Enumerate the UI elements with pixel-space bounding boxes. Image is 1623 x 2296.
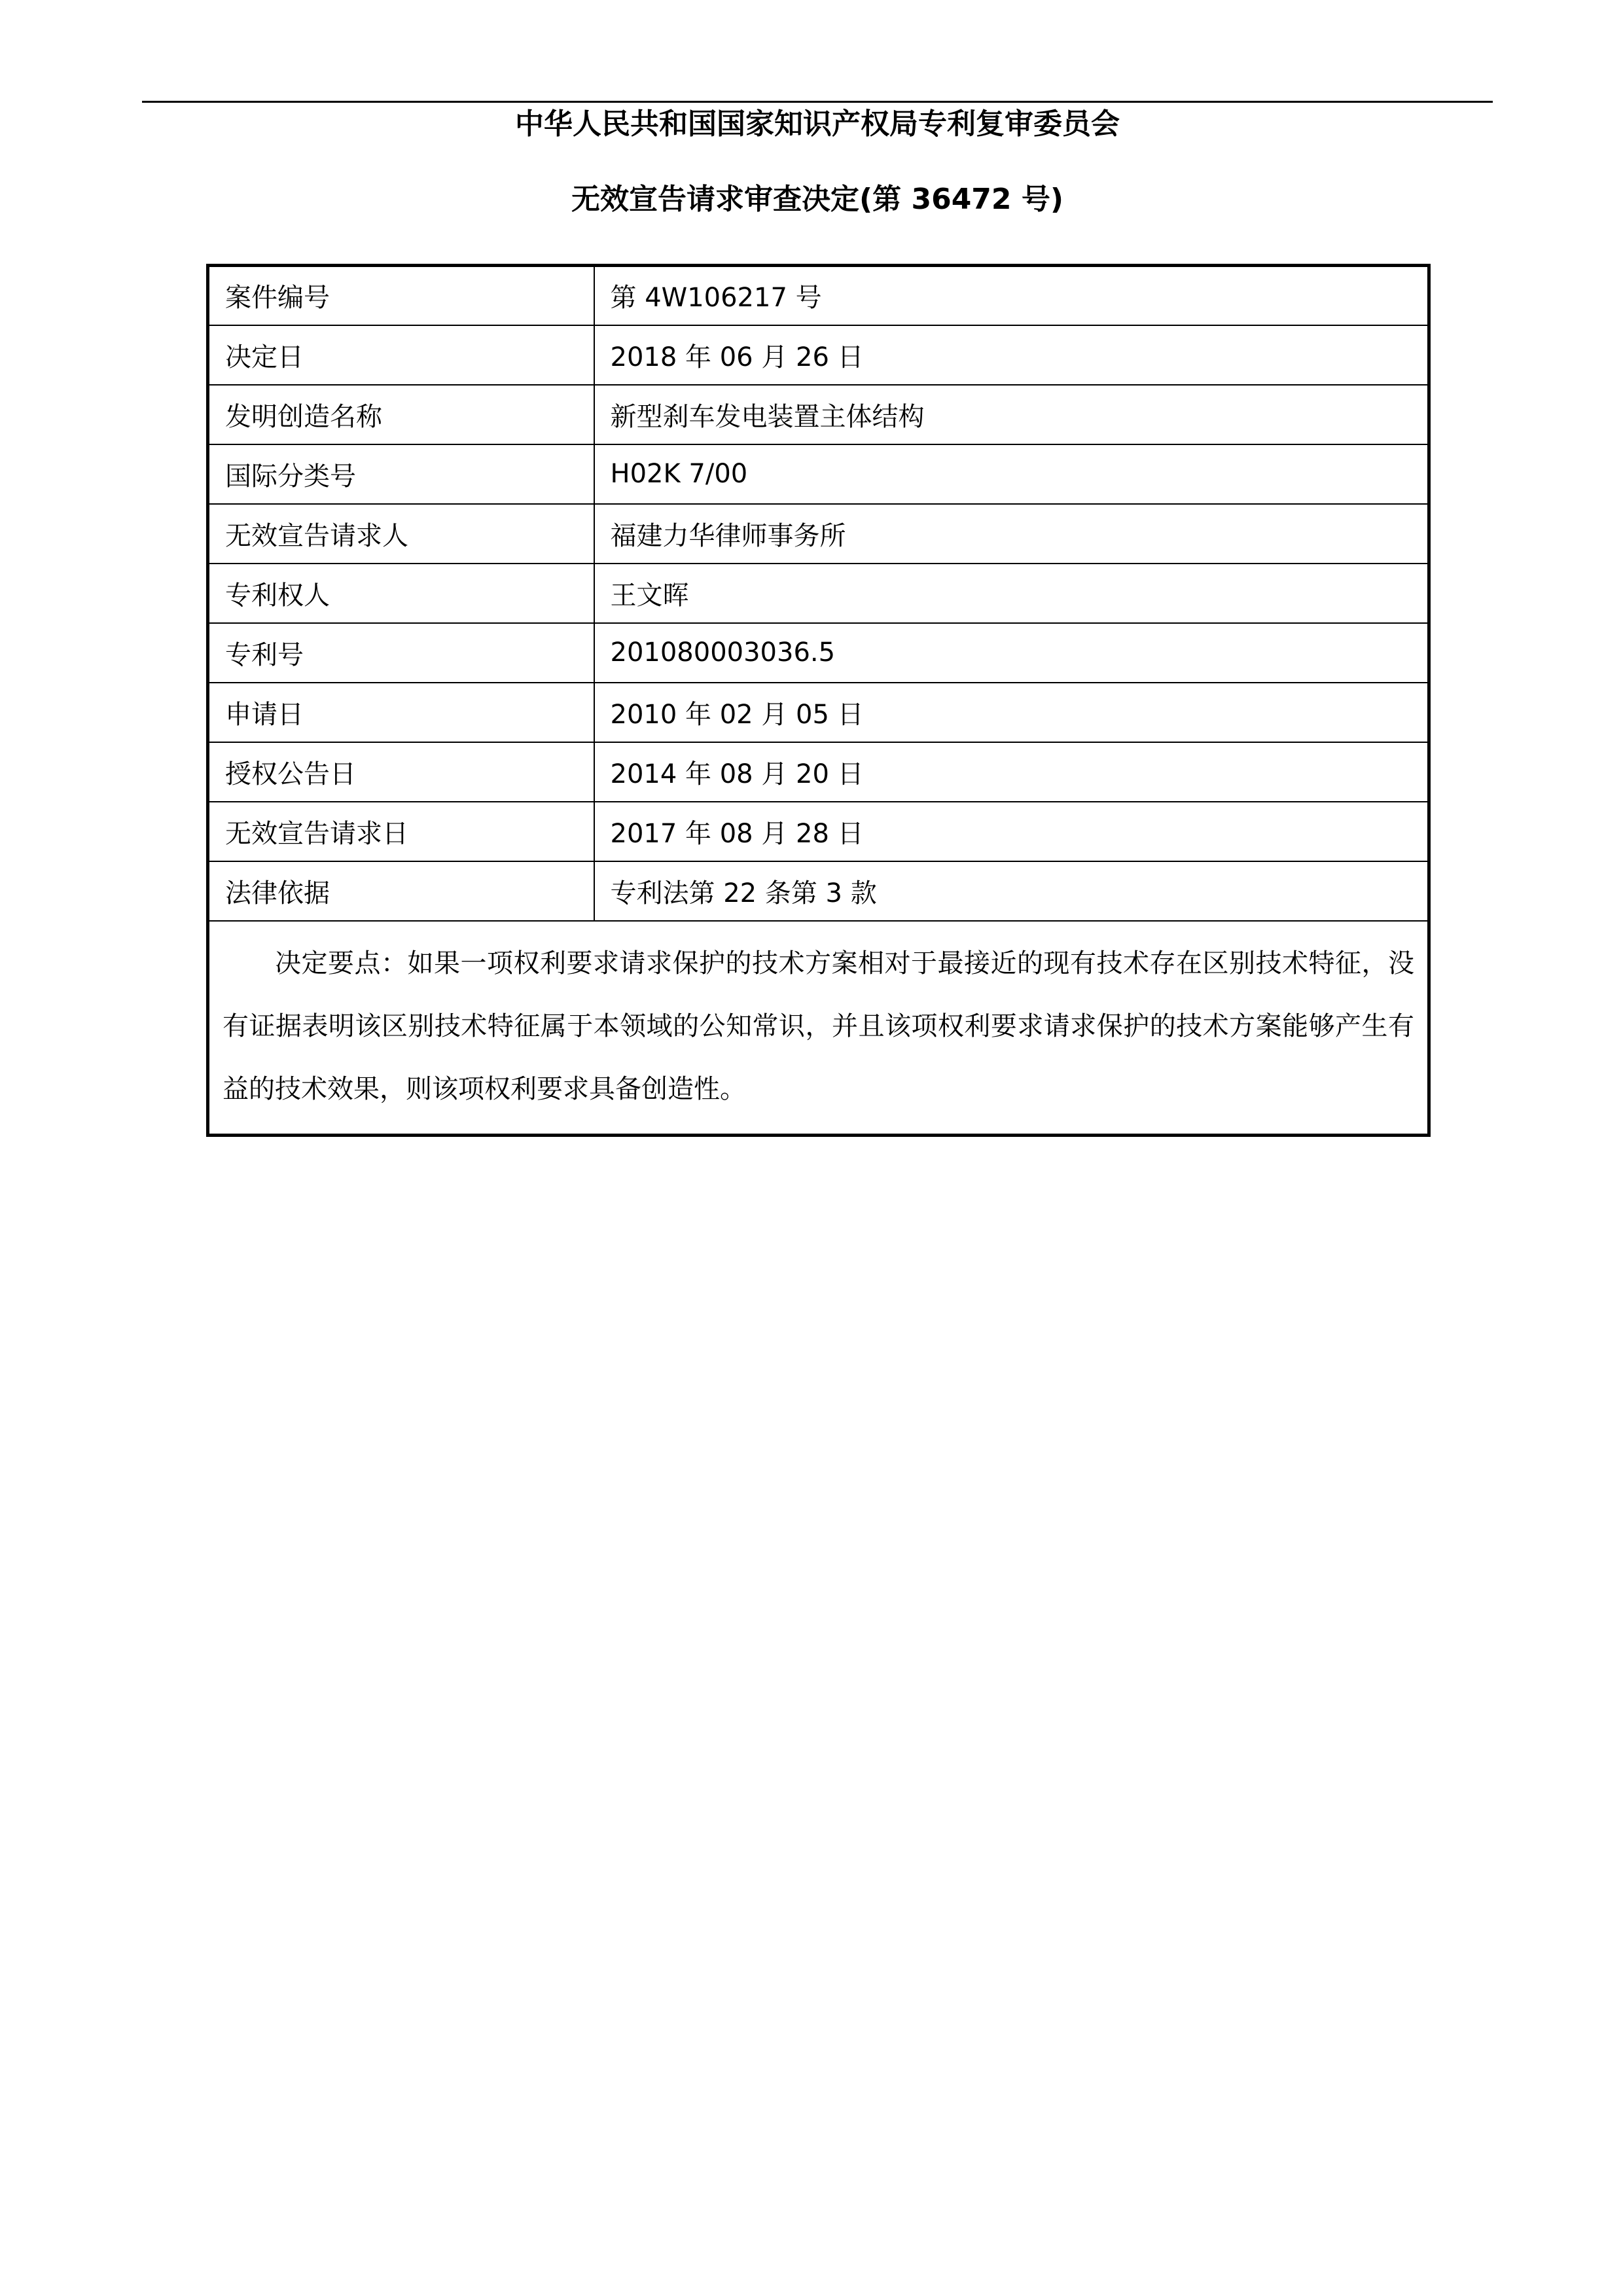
table-row-summary [208,921,1429,1136]
decision-subtitle: 无效宣告请求审查决定(第 36472 号) [571,183,1063,216]
table-row-invention-name [208,385,1429,444]
summary-text: 如果一项权利要求请求保护的技术方案相对于最接近的现有技术存在区别技术特征，没有证据表明该区别技术特征属于本领域的公知常识，并且该项权利要求请求保护的技术方案能够产生有益的技术效果，则该项权利要求具备创造性。 [223,948,1414,1104]
decision-summary [208,921,1429,1136]
table-row-case-number [208,266,1429,325]
row-value: 第 4W106217 号 [594,266,1429,325]
row-label: 法律依据 [208,861,594,921]
row-value: 2017 年 08 月 28 日 [594,802,1429,861]
row-label: 发明创造名称 [208,385,594,444]
decision-info-table [206,264,1431,1137]
row-label: 专利权人 [208,564,594,623]
table-row-request-date [208,802,1429,861]
table-row-patent-number [208,623,1429,683]
table-row-requester [208,504,1429,564]
row-label: 无效宣告请求人 [208,504,594,564]
table-row-legal-basis [208,861,1429,921]
table-row-patentee [208,564,1429,623]
row-value: 福建力华律师事务所 [594,504,1429,564]
top-rule [142,101,1493,103]
table-row-grant-date [208,742,1429,802]
table-row-filing-date [208,683,1429,742]
row-value: H02K 7/00 [594,444,1429,504]
row-label: 授权公告日 [208,742,594,802]
row-label: 申请日 [208,683,594,742]
row-label: 决定日 [208,325,594,385]
row-label: 案件编号 [208,266,594,325]
row-value: 2018 年 06 月 26 日 [594,325,1429,385]
row-label: 专利号 [208,623,594,683]
row-label: 无效宣告请求日 [208,802,594,861]
summary-label: 决定要点： [275,948,408,978]
row-value: 王文晖 [594,564,1429,623]
row-value: 2014 年 08 月 20 日 [594,742,1429,802]
row-value: 专利法第 22 条第 3 款 [594,861,1429,921]
table-row-decision-date [208,325,1429,385]
table-row-classification [208,444,1429,504]
row-value: 新型刹车发电装置主体结构 [594,385,1429,444]
row-value: 2010 年 02 月 05 日 [594,683,1429,742]
row-label: 国际分类号 [208,444,594,504]
row-value: 201080003036.5 [594,623,1429,683]
page-title: 中华人民共和国国家知识产权局专利复审委员会 [515,107,1120,141]
